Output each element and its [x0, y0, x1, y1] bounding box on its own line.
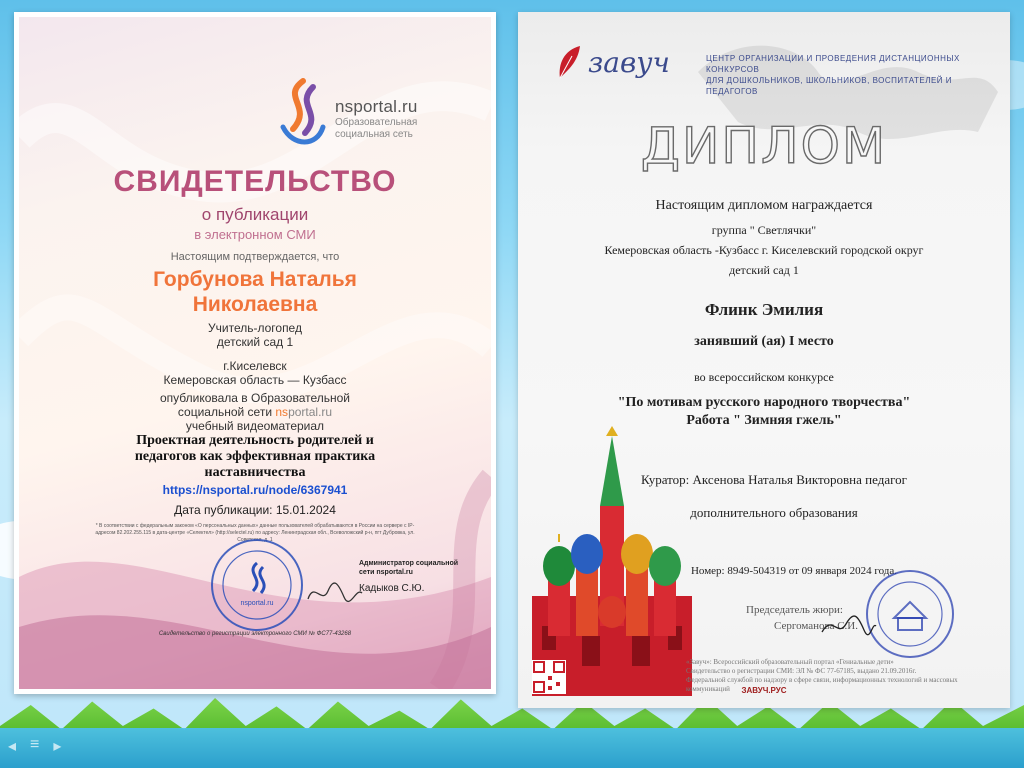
signature [304, 577, 364, 607]
administrator-label [359, 559, 489, 577]
work-title [19, 433, 491, 481]
group-name: группа " Светлячки" [711, 223, 817, 237]
confirmation-text: Настоящим подтверждается, что [170, 251, 340, 263]
seal-stamp [209, 537, 305, 633]
published-prefix: социальной сети [177, 405, 276, 419]
publication-date: Дата публикации: 15.01.2024 [174, 503, 336, 517]
diploma [518, 12, 1010, 708]
jury-chair-label: Председатель жюри: [746, 604, 843, 616]
logo-brand: nsportal.ru [335, 97, 418, 116]
work-name: Работа " Зимняя гжель" [686, 413, 842, 428]
zavuch-logo [554, 44, 670, 80]
administrator-label-line: сети nsportal.ru [359, 569, 413, 576]
administrator-label-line: Администратор социальной [359, 560, 459, 567]
work-title-line: педагогов как эффективная практика [134, 449, 376, 464]
logo-subtitle: социальная сеть [335, 129, 413, 140]
nsportal-logo [273, 77, 418, 147]
seal-text: nsportal.ru [240, 600, 274, 607]
background-water [0, 728, 1024, 768]
recipient-name-line: Горбунова Наталья [153, 268, 357, 291]
publication-info [19, 391, 491, 433]
menu-icon[interactable]: ≡ [30, 736, 40, 753]
contest-name: "По мотивам русского народного творчества" [617, 395, 911, 410]
certificate-title: СВИДЕТЕЛЬСТВО [113, 165, 397, 198]
recipient-position: Учитель-логопед [208, 321, 302, 335]
publication-link[interactable]: https://nsportal.ru/node/6367941 [162, 483, 348, 497]
organization: детский сад 1 [729, 263, 799, 277]
region-line: Кемеровская область -Кузбасс г. Киселевский городской округ [604, 243, 924, 257]
publication-certificate [14, 12, 496, 694]
place: занявший (ая) I место [694, 334, 834, 349]
jury-chair-name: Сергоманова С.И. [774, 620, 858, 632]
published-brand-portal: portal.ru [288, 405, 333, 419]
work-title-line: наставничества [204, 465, 306, 480]
slide-navigation[interactable] [8, 736, 61, 756]
logo-subtitle: Образовательная [335, 117, 418, 128]
previous-slide-icon[interactable]: ◂ [8, 738, 17, 755]
fine-print-line: Федеральной службой по надзору в сфере связи, информационных технологий и массовых коммуникаций [686, 676, 958, 693]
diploma-number: Номер: 8949-504319 от 09 января 2024 года. [690, 565, 898, 577]
winner-name: Флинк Эмилия [704, 300, 824, 319]
site-link[interactable]: ЗАВУЧ.РУС [741, 686, 787, 695]
recipient-location [19, 359, 491, 387]
diploma-title: ДИПЛОМ [640, 117, 888, 175]
administrator-name: Кадыков С.Ю. [359, 583, 425, 594]
awarded-text: Настоящим дипломом награждается [655, 198, 873, 213]
published-line [19, 405, 491, 419]
recipient-city: г.Киселевск [223, 359, 287, 373]
curator-education: дополнительного образования [690, 505, 858, 520]
feather-icon [554, 44, 584, 80]
material-type: учебный видеоматериал [185, 419, 325, 433]
fine-print-line: «Завуч»: Всероссийский образовательный портал «Гениальные дети» [686, 658, 894, 666]
signature [818, 612, 878, 640]
curator: Куратор: Аксенова Наталья Викторовна педагог [641, 472, 907, 487]
recipient-name [19, 267, 491, 317]
fine-print-line: Свидетельство о регистрации СМИ: ЭЛ № ФС 77-67185, выдано 21.09.2016г. [686, 667, 917, 675]
organizer-name-line: ЦЕНТР ОРГАНИЗАЦИИ И ПРОВЕДЕНИЯ ДИСТАНЦИОННЫХ КОНКУРСОВ [706, 54, 960, 74]
work-title-line: Проектная деятельность родителей и [136, 433, 374, 448]
fine-print: * В соответствии с федеральным законом «О персональных данных» данные пользователей обрабатываются в России на сервере с IP-адресом 82.202.255.115 в дата-центре «Селектел» (http://selectel.ru) по адресу: Ленинградская обл., Всеволожский р-н, пгт Дубровка, ул. Советская, д. 1 [95, 523, 415, 543]
registration-number: Свидетельство о регистрации электронного СМИ № ФС77-43268 [158, 631, 352, 637]
recipient-details [19, 321, 491, 349]
contest-title [518, 394, 1010, 430]
organizer-name-line: ДЛЯ ДОШКОЛЬНИКОВ, ШКОЛЬНИКОВ, ВОСПИТАТЕЛЕЙ И ПЕДАГОГОВ [706, 76, 953, 96]
next-slide-icon[interactable]: ▸ [53, 738, 62, 755]
recipient-info [518, 220, 1010, 280]
saint-basils-cathedral-illustration [522, 426, 702, 696]
published-brand-ns: ns [275, 405, 289, 419]
published-line: опубликовала в Образовательной [159, 391, 351, 405]
recipient-organization: детский сад 1 [216, 335, 294, 349]
organizer-name [706, 53, 986, 97]
flame-icon [273, 77, 329, 147]
certificate-subtitle: о публикации [201, 205, 309, 224]
logo-text: завуч [588, 45, 670, 79]
certificate-subtitle-media: в электронном СМИ [194, 227, 316, 242]
contest-intro: во всероссийском конкурсе [694, 370, 834, 384]
recipient-region: Кемеровская область — Кузбасс [163, 373, 347, 387]
recipient-name-line: Николаевна [192, 293, 318, 316]
